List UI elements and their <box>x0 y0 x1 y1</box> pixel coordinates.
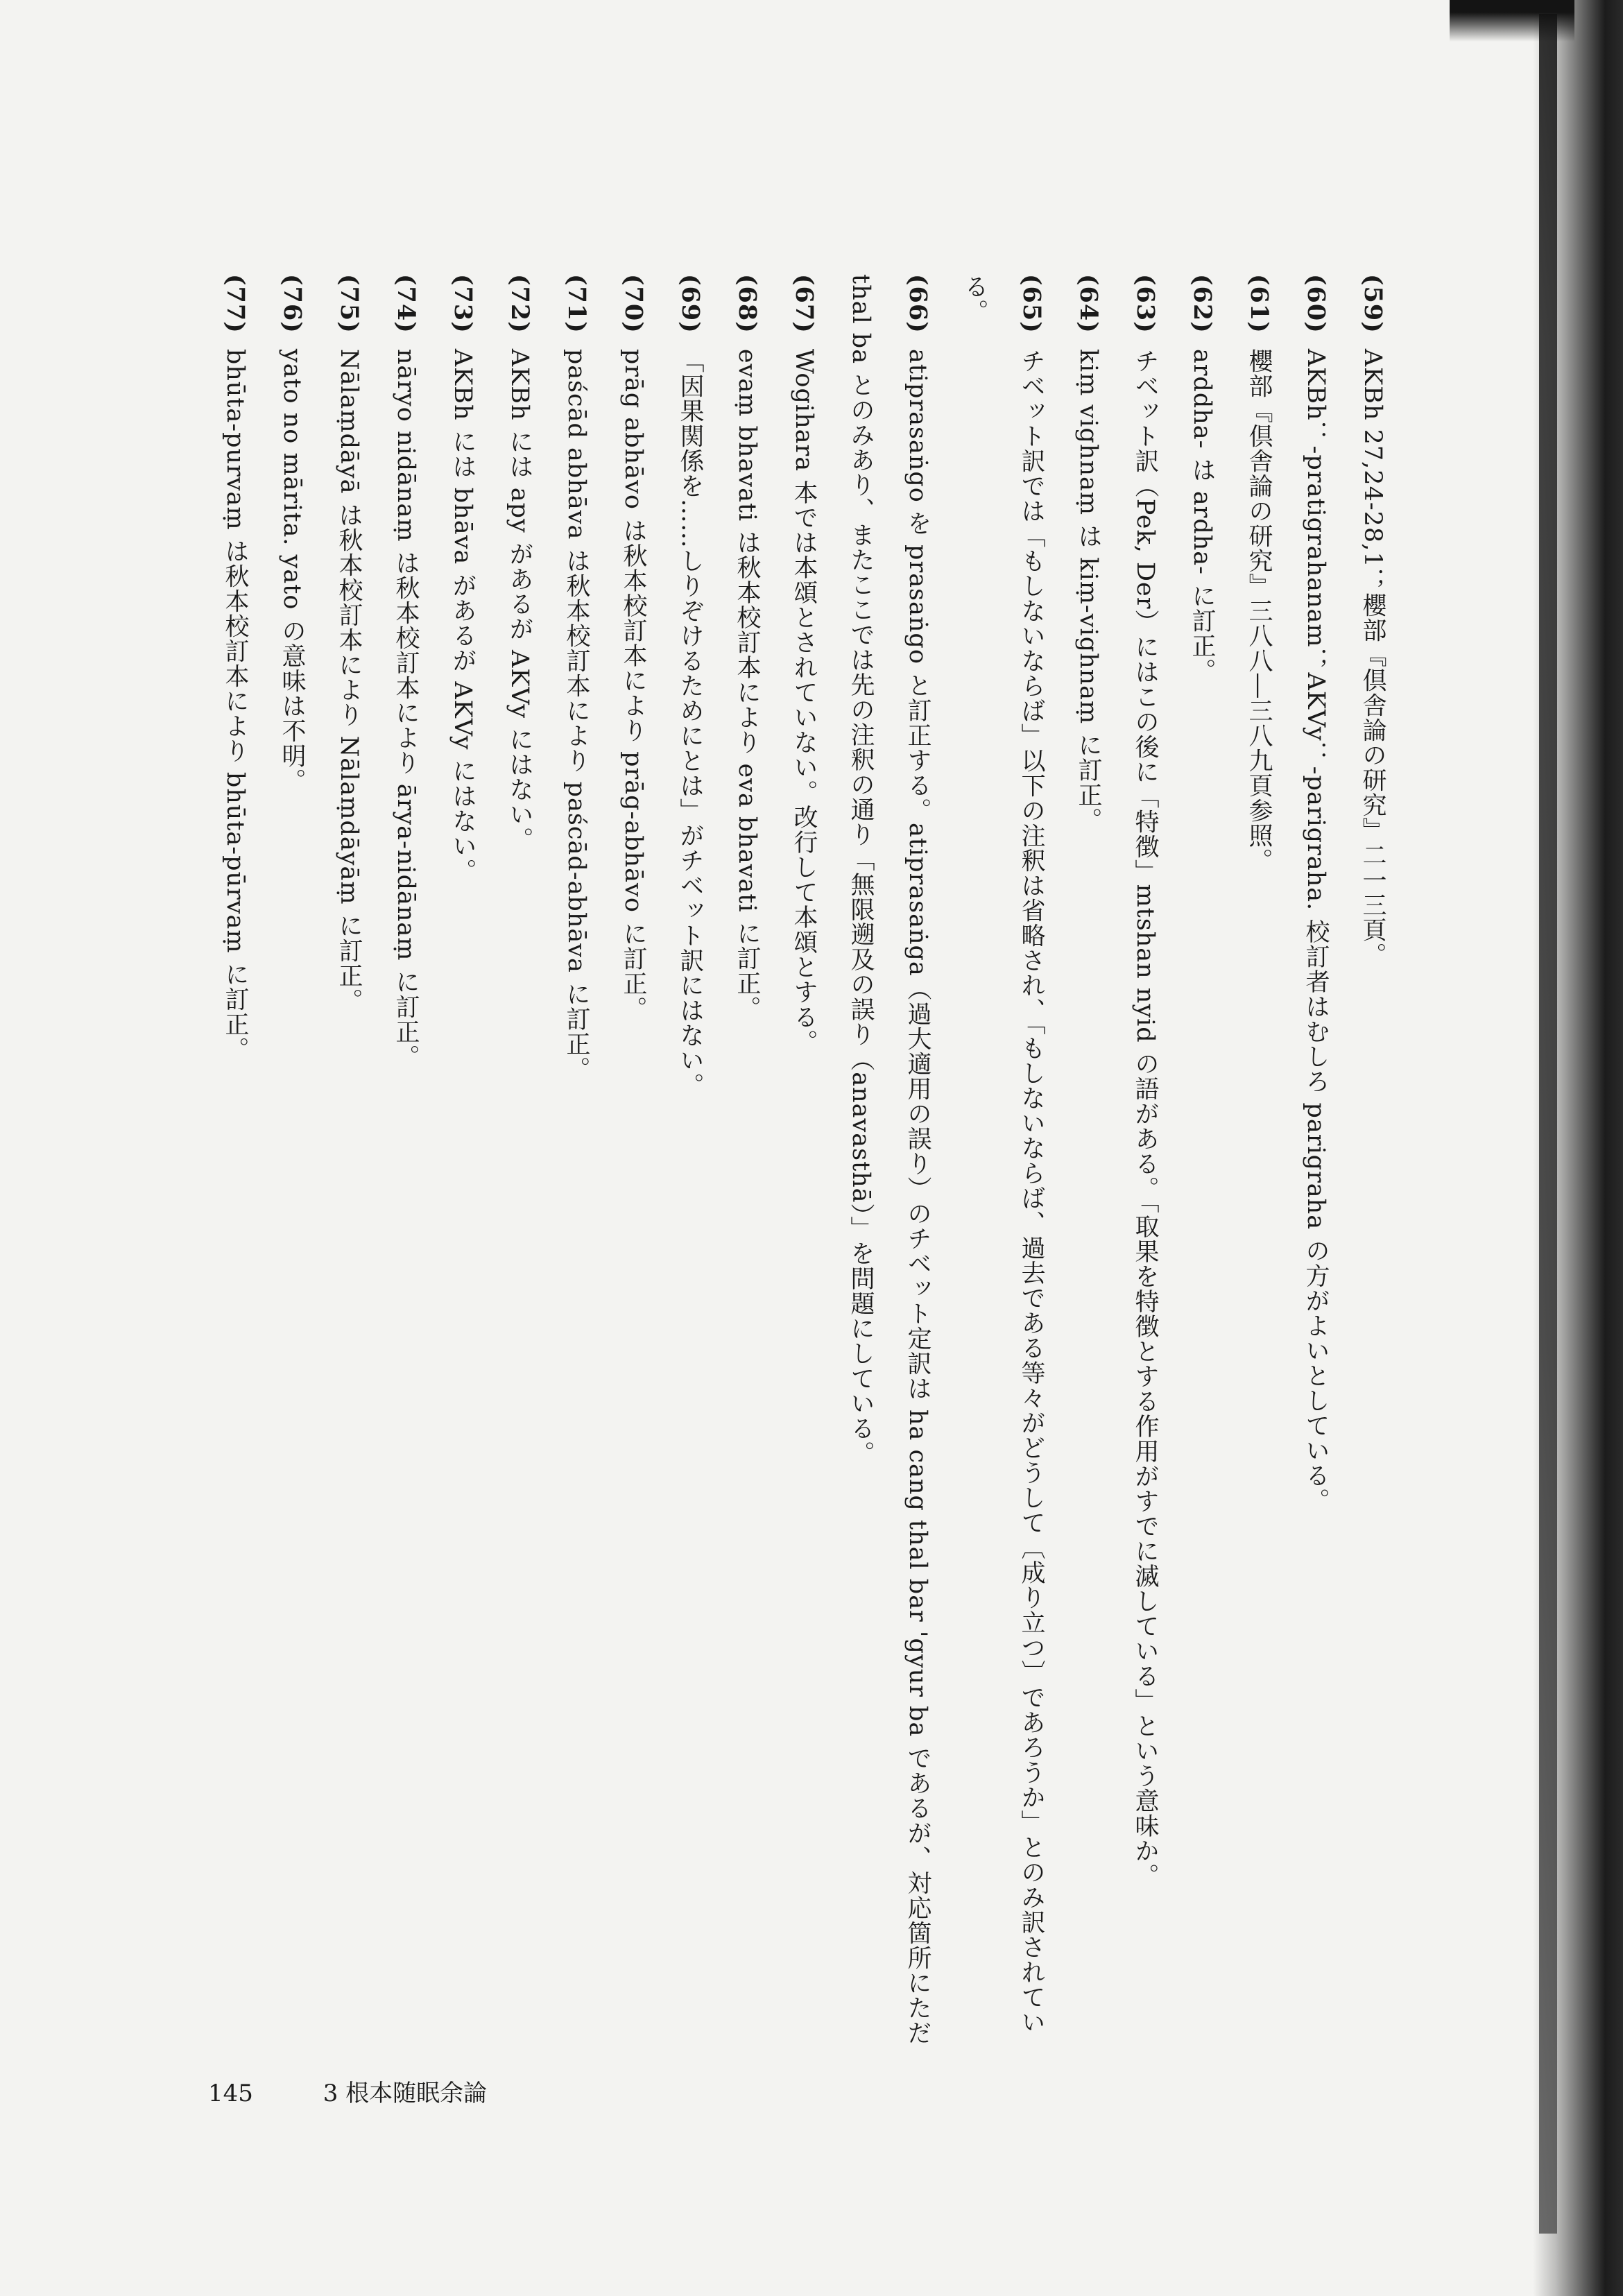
note-61 <box>1230 274 1287 2077</box>
note-number: (71) <box>563 274 591 334</box>
note-63 <box>1117 274 1174 2077</box>
note-number: (62) <box>1188 274 1217 334</box>
note-73 <box>434 274 491 2077</box>
note-number: (59) <box>1359 274 1387 334</box>
note-number: (64) <box>1074 274 1103 334</box>
note-number: (69) <box>676 274 705 334</box>
note-number: (73) <box>449 274 477 334</box>
note-69 <box>662 274 719 2077</box>
scanner-edge-line <box>1539 14 1557 2234</box>
note-text: AKBh には bhāva があるが AKVy にはない。 <box>449 348 476 884</box>
note-text: 櫻部『倶舎論の研究』三八八―三八九頁参照。 <box>1245 348 1273 873</box>
note-70 <box>605 274 662 2077</box>
note-text: bhūta-purvaṃ は秋本校訂本により bhūta-pūrvaṃ に訂正。 <box>221 348 249 1062</box>
note-text: AKBh 27,24-28,1；櫻部『倶舎論の研究』二一三頁。 <box>1359 348 1386 968</box>
note-77 <box>207 274 264 2077</box>
note-number: (65) <box>1017 274 1046 334</box>
running-title: 3 根本随眠余論 <box>323 2080 488 2107</box>
note-text: 「因果関係を……しりぞけるためにとは」がチベット訳にはない。 <box>676 348 704 1098</box>
note-64 <box>1060 274 1117 2077</box>
note-71 <box>548 274 605 2077</box>
note-72 <box>491 274 548 2077</box>
note-number: (66) <box>904 274 932 334</box>
note-60 <box>1287 274 1344 2077</box>
note-number: (70) <box>619 274 648 334</box>
note-59 <box>1344 274 1401 2077</box>
endnotes-block <box>160 274 1401 2077</box>
note-66 <box>832 274 946 2077</box>
note-text: Wogihara 本では本頌とされていない。改行して本頌とする。 <box>790 348 818 1055</box>
note-number: (72) <box>506 274 534 334</box>
note-number: (60) <box>1302 274 1330 334</box>
note-number: (77) <box>221 274 250 334</box>
note-text: Nālaṃdāyā は秋本校訂本により Nālaṃdāyāṃ に訂正。 <box>335 348 363 1013</box>
note-text: kiṃ vighnaṃ は kiṃ-vighnaṃ に訂正。 <box>1074 348 1102 833</box>
note-number: (68) <box>733 274 762 334</box>
note-68 <box>719 274 775 2077</box>
note-text: yato no mārita. yato の意味は不明。 <box>278 348 306 794</box>
note-67 <box>775 274 832 2077</box>
note-text: AKBh には apy があるが AKVy にはない。 <box>506 348 533 853</box>
note-text: nāryo nidānaṃ は秋本校訂本により ārya-nidānaṃ に訂正。 <box>392 348 420 1070</box>
note-number: (74) <box>392 274 420 334</box>
note-text: arddha- は ardha- に訂正。 <box>1188 348 1216 684</box>
note-65 <box>946 274 1060 2077</box>
note-76 <box>264 274 320 2077</box>
note-text: atiprasaṅgo を prasaṅgo と訂正する。atiprasaṅga（過大適用の誤り）のチベット定訳は ha cang thal bar 'gyur ba であるが、対応箇所にただ thal ba とのみあり、またここでは先の注釈の通り「無限遡及の誤り（anavasthā）」を問題にしている。 <box>847 274 931 2046</box>
note-text: AKBh：-pratigrahanam；AKVy：-parigraha. 校訂者はむしろ parigraha の方がよいとしている。 <box>1302 348 1330 1514</box>
note-text: paścād abhāva は秋本校訂本により paścād-abhāva に訂正。 <box>563 348 590 1082</box>
note-number: (67) <box>790 274 818 334</box>
note-number: (63) <box>1131 274 1160 334</box>
note-75 <box>320 274 377 2077</box>
note-number: (61) <box>1245 274 1273 334</box>
note-number: (75) <box>335 274 363 334</box>
note-text: prāg abhāvo は秋本校訂本により prāg-abhāvo に訂正。 <box>619 348 647 1022</box>
note-text: evaṃ bhavati は秋本校訂本により eva bhavati に訂正。 <box>733 348 761 1021</box>
note-number: (76) <box>278 274 307 334</box>
note-text: チベット訳（Pek, Der）にはこの後に「特徴」mtshan nyid の語がある。「取果を特徴とする作用がすでに滅している」という意味か。 <box>1131 348 1159 1889</box>
note-74 <box>377 274 434 2077</box>
note-62 <box>1174 274 1230 2077</box>
page-number: 145 <box>208 2080 253 2107</box>
page-footer <box>208 2074 487 2108</box>
note-text: チベット訳では「もしないならば」以下の注釈は省略され、「もしないならば、過去である等々がどうして〔成り立つ〕であろうか」とのみ訳されている。 <box>961 274 1045 2035</box>
